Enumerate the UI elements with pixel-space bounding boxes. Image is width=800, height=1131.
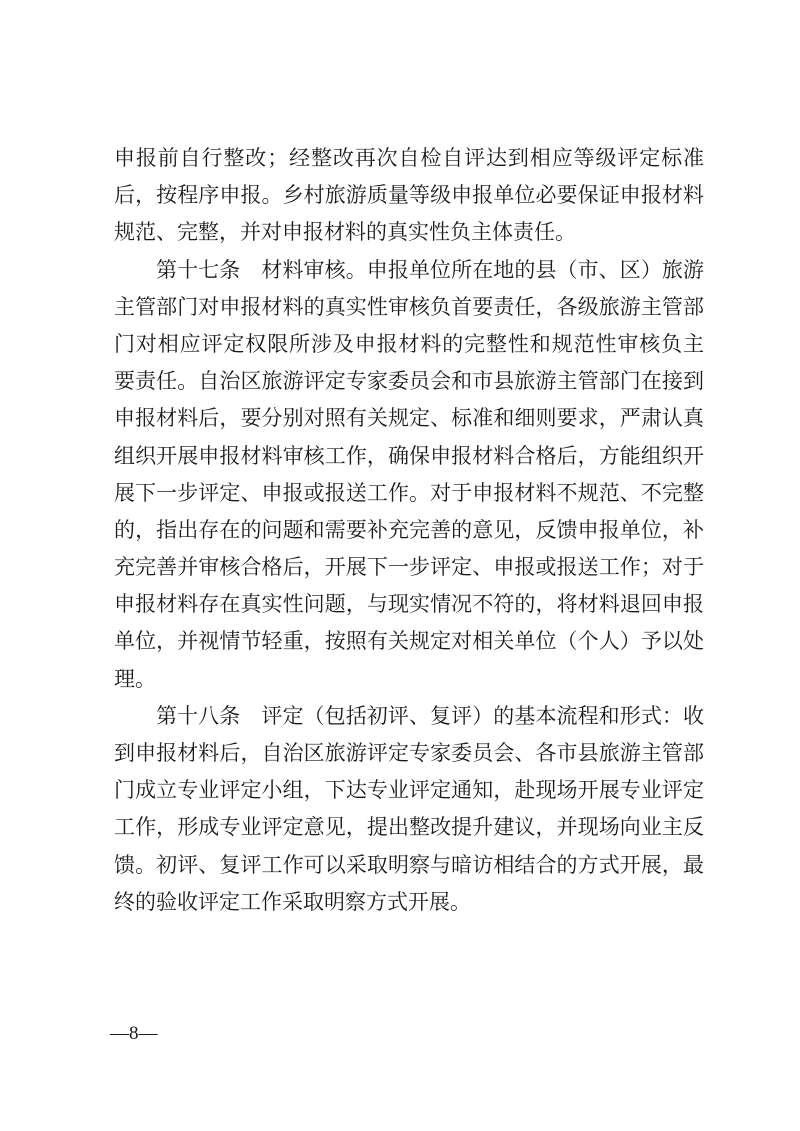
article-17-heading-line: 第十七条 材料审核。申报单位所在地的县（市、区）旅游 — [156, 257, 704, 282]
text-line: 单位，并视情节轻重，按照有关规定对相关单位（个人）予以处 — [114, 629, 704, 654]
text-line: 要责任。自治区旅游评定专家委员会和市县旅游主管部门在接到 — [114, 369, 704, 394]
text-line: 门成立专业评定小组，下达专业评定通知，赴现场开展专业评定 — [114, 778, 704, 803]
text-line: 申报前自行整改；经整改再次自检自评达到相应等级评定标准 — [114, 146, 704, 170]
text-line: 的，指出存在的问题和需要补充完善的意见，反馈申报单位，补 — [114, 517, 704, 542]
text-line: 馈。初评、复评工作可以采取明察与暗访相结合的方式开展，最 — [114, 852, 704, 877]
text-line: 后，按程序申报。乡村旅游质量等级申报单位必要保证申报材料 — [114, 183, 704, 208]
page-number: —8— — [110, 1023, 158, 1044]
text-line: 到申报材料后，自治区旅游评定专家委员会、各市县旅游主管部 — [114, 741, 704, 765]
text-line: 充完善并审核合格后，开展下一步评定、申报或报送工作；对于 — [114, 555, 704, 580]
text-line: 工作，形成专业评定意见，提出整改提升建议，并现场向业主反 — [114, 815, 704, 840]
text-line: 申报材料存在真实性问题，与现实情况不符的，将材料退回申报 — [114, 592, 704, 617]
text-line: 终的验收评定工作采取明察方式开展。 — [114, 889, 471, 914]
text-line: 展下一步评定、申报或报送工作。对于申报材料不规范、不完整 — [114, 480, 704, 505]
text-line: 申报材料后，要分别对照有关规定、标准和细则要求，严肃认真 — [114, 406, 704, 431]
text-line: 理。 — [114, 666, 156, 691]
text-line: 主管部门对申报材料的真实性审核负首要责任，各级旅游主管部 — [114, 294, 704, 319]
article-18-heading-line: 第十八条 评定（包括初评、复评）的基本流程和形式：收 — [156, 703, 704, 728]
document-body — [114, 140, 704, 921]
text-line: 规范、完整，并对申报材料的真实性负主体责任。 — [114, 220, 576, 245]
text-line: 门对相应评定权限所涉及申报材料的完整性和规范性审核负主 — [114, 331, 704, 356]
text-line: 组织开展申报材料审核工作，确保申报材料合格后，方能组织开 — [114, 443, 704, 468]
